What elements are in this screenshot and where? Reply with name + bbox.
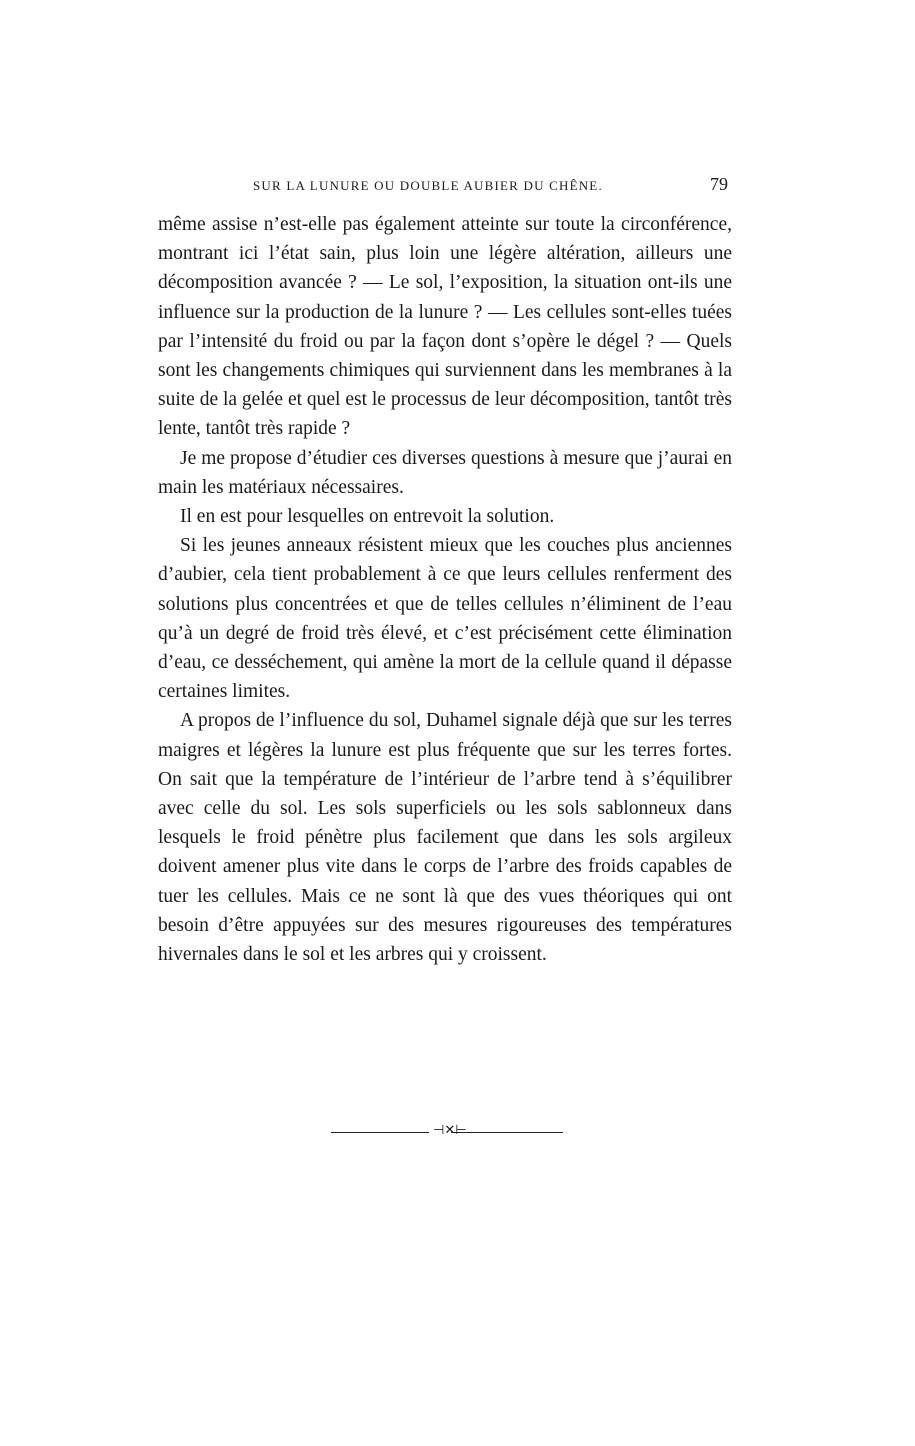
paragraph: Je me propose d’étudier ces diverses questions à mesure que j’aurai en main les matériaux nécessaires. (158, 447, 732, 498)
body-text (158, 210, 732, 969)
end-ornament (331, 1123, 563, 1138)
paragraph: Il en est pour lesquelles on entrevoit la solution. (180, 506, 555, 528)
ornament-cross-icon: ⊣✕⊢ (433, 1123, 467, 1138)
paragraph-continuation: même assise n’est-elle pas également atteinte sur toute la circonférence, montrant ici l’état sain, plus loin une légère altération, ailleurs une décomposition avancée ? — Le sol, l’exposition, la situation ont-ils une influence sur la production de la lunure ? — Les cellules sont-elles tuées par l’intensité du froid ou par la façon dont s’opère le dégel ? — Quels sont les changements chimiques qui surviennent dans les membranes à la suite de la gelée et quel est le processus de leur décomposition, tantôt très lente, tantôt très rapide ? (158, 214, 732, 440)
ornament-rule-right (451, 1132, 563, 1133)
paragraph: Si les jeunes anneaux résistent mieux que les couches plus anciennes d’aubier, cela tient probablement à ce que leurs cellules renferment des solutions plus concentrées et que de telles cellules n’éliminent de l’eau qu’à un degré de froid très élevé, et c’est précisément cette élimination d’eau, ce desséchement, qui amène la mort de la cellule quand il dépasse certaines limites. (158, 535, 732, 703)
ornament-rule-left (331, 1132, 429, 1133)
running-title: SUR LA LUNURE OU DOUBLE AUBIER DU CHÊNE. (253, 178, 603, 193)
paragraph: A propos de l’influence du sol, Duhamel signale déjà que sur les terres maigres et légères la lunure est plus fréquente que sur les terres fortes. On sait que la température de l’intérieur de l’arbre tend à s’équilibrer avec celle du sol. Les sols superficiels ou les sols sablonneux dans lesquels le froid pénètre plus facilement que dans les sols argileux doivent amener plus vite dans le corps de l’arbre des froids capables de tuer les cellules. Mais ce ne sont là que des vues théoriques qui ont besoin d’être appuyées sur des mesures rigoureuses des températures hivernales dans le sol et les arbres qui y croissent. (158, 710, 732, 966)
page-number: 79 (710, 174, 728, 194)
